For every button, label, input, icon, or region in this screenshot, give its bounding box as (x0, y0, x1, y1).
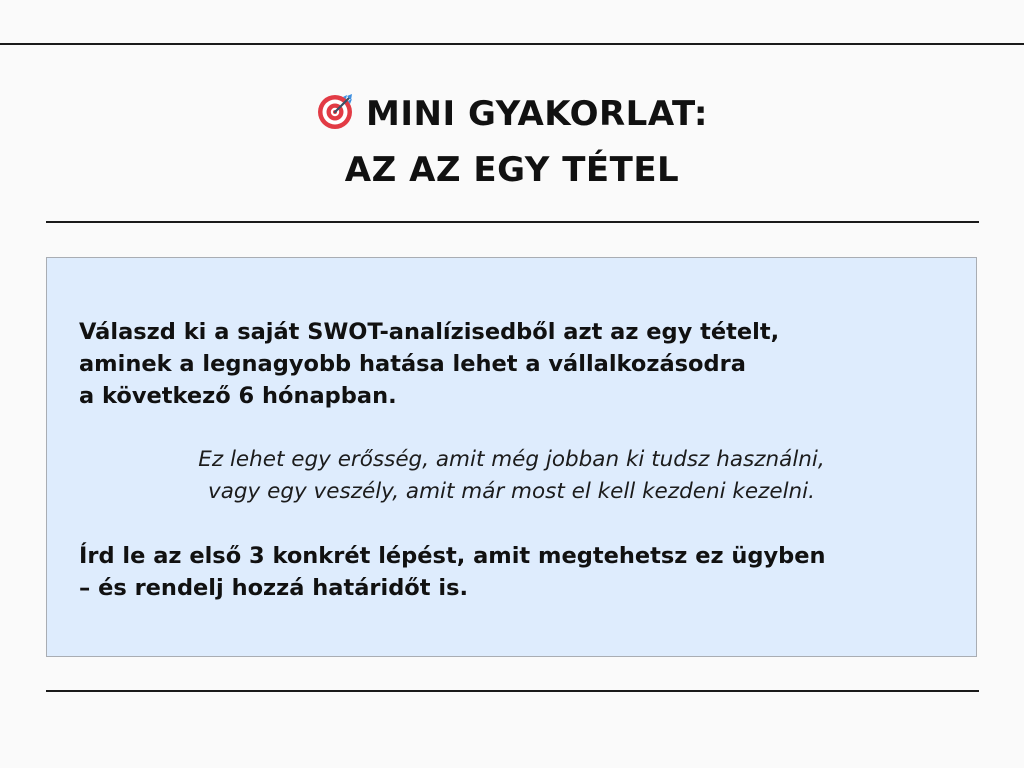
intro-line: a következő 6 hónapban. (79, 383, 397, 409)
title-line-1-text: MINI GYAKORLAT: (366, 94, 708, 134)
title-line-2: AZ AZ EGY TÉTEL (344, 150, 680, 190)
middle-divider (46, 221, 979, 223)
note-paragraph (47, 444, 976, 508)
title-line-1 (0, 86, 1024, 142)
task-paragraph (79, 540, 959, 604)
top-divider (0, 43, 1024, 45)
exercise-card (46, 257, 977, 657)
task-line: – és rendelj hozzá határidőt is. (79, 575, 469, 601)
intro-line: aminek a legnagyobb hatása lehet a vállalkozásodra (79, 351, 746, 377)
task-line: Írd le az első 3 konkrét lépést, amit megtehetsz ez ügyben (79, 543, 826, 569)
note-line: Ez lehet egy erősség, amit még jobban ki tudsz használni, (198, 447, 825, 472)
intro-line: Válaszd ki a saját SWOT-analízisedből azt az egy tételt, (79, 319, 780, 345)
intro-paragraph (79, 316, 959, 412)
note-line: vagy egy veszély, amit már most el kell kezdeni kezelni. (208, 479, 815, 504)
direct-hit-target-icon (316, 91, 356, 131)
page-title (0, 86, 1024, 198)
bottom-divider (46, 690, 979, 692)
